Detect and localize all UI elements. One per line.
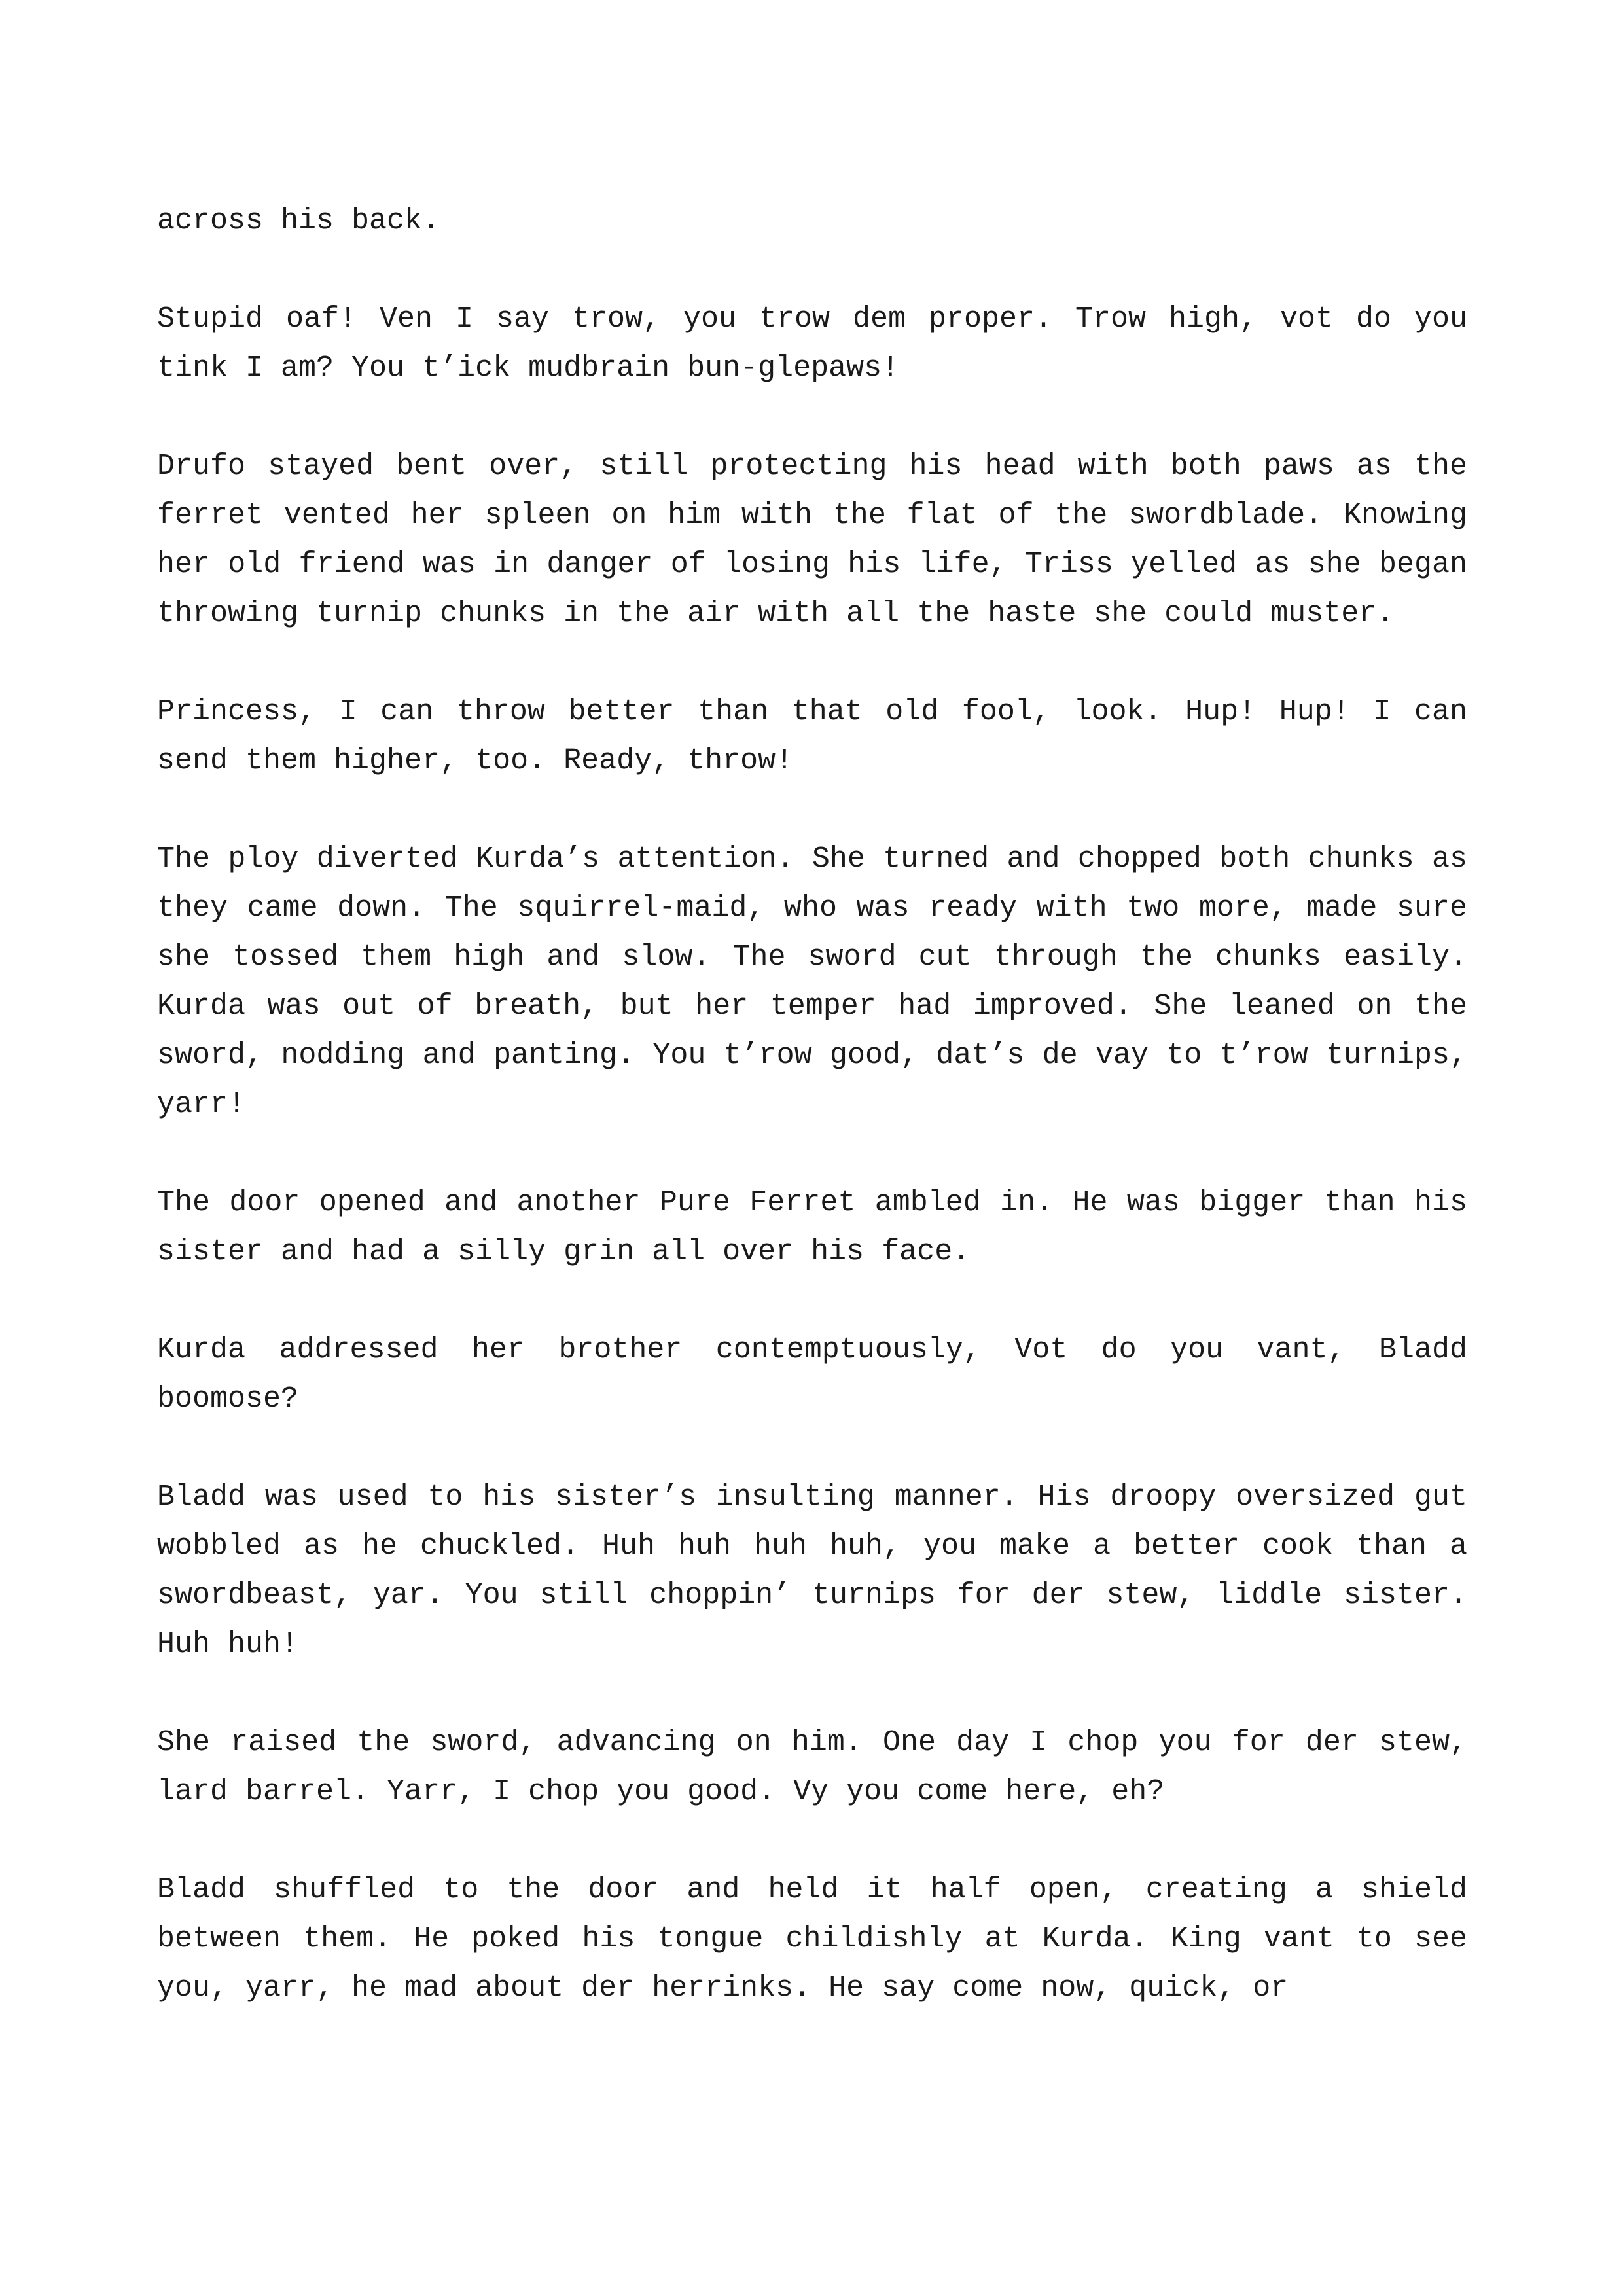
paragraph: Stupid oaf! Ven I say trow, you trow dem proper. Trow high, vot do you tink I am? You t’ick mudbrain bun-glepaws! <box>157 302 1467 385</box>
paragraph: She raised the sword, advancing on him. One day I chop you for der stew, lard barrel. Yarr, I chop you good. Vy you come here, eh? <box>157 1726 1467 1808</box>
paragraph: across his back. <box>157 204 440 238</box>
paragraph: Bladd shuffled to the door and held it half open, creating a shield between them. He poked his tongue childishly at Kurda. King vant to see you, yarr, he mad about der herrinks. He say come now, quick, or <box>157 1873 1467 2005</box>
paragraph: Bladd was used to his sister’s insulting manner. His droopy oversized gut wobbled as he chuckled. Huh huh huh huh, you make a better cook than a swordbeast, yar. You still choppin’ turnips for der stew, liddle sister. Huh huh! <box>157 1480 1467 1661</box>
paragraph: The door opened and another Pure Ferret ambled in. He was bigger than his sister and had a silly grin all over his face. <box>157 1186 1467 1268</box>
paragraph: Kurda addressed her brother contemptuously, Vot do you vant, Bladd boomose? <box>157 1333 1467 1416</box>
paragraph: The ploy diverted Kurda’s attention. She turned and chopped both chunks as they came down. The squirrel-maid, who was ready with two more, made sure she tossed them high and slow. The sword cut through the chunks easily. Kurda was out of breath, but her temper had improved. She leaned on the sword, nodding and panting. You t’row good, dat’s de vay to t’row turnips, yarr! <box>157 842 1467 1121</box>
body-text <box>157 196 1467 2013</box>
paragraph: Drufo stayed bent over, still protecting his head with both paws as the ferret vented her spleen on him with the flat of the swordblade. Knowing her old friend was in danger of losing his life, Triss yelled as she began throwing turnip chunks in the air with all the haste she could muster. <box>157 450 1467 630</box>
paragraph: Princess, I can throw better than that old fool, look. Hup! Hup! I can send them higher, too. Ready, throw! <box>157 695 1467 778</box>
